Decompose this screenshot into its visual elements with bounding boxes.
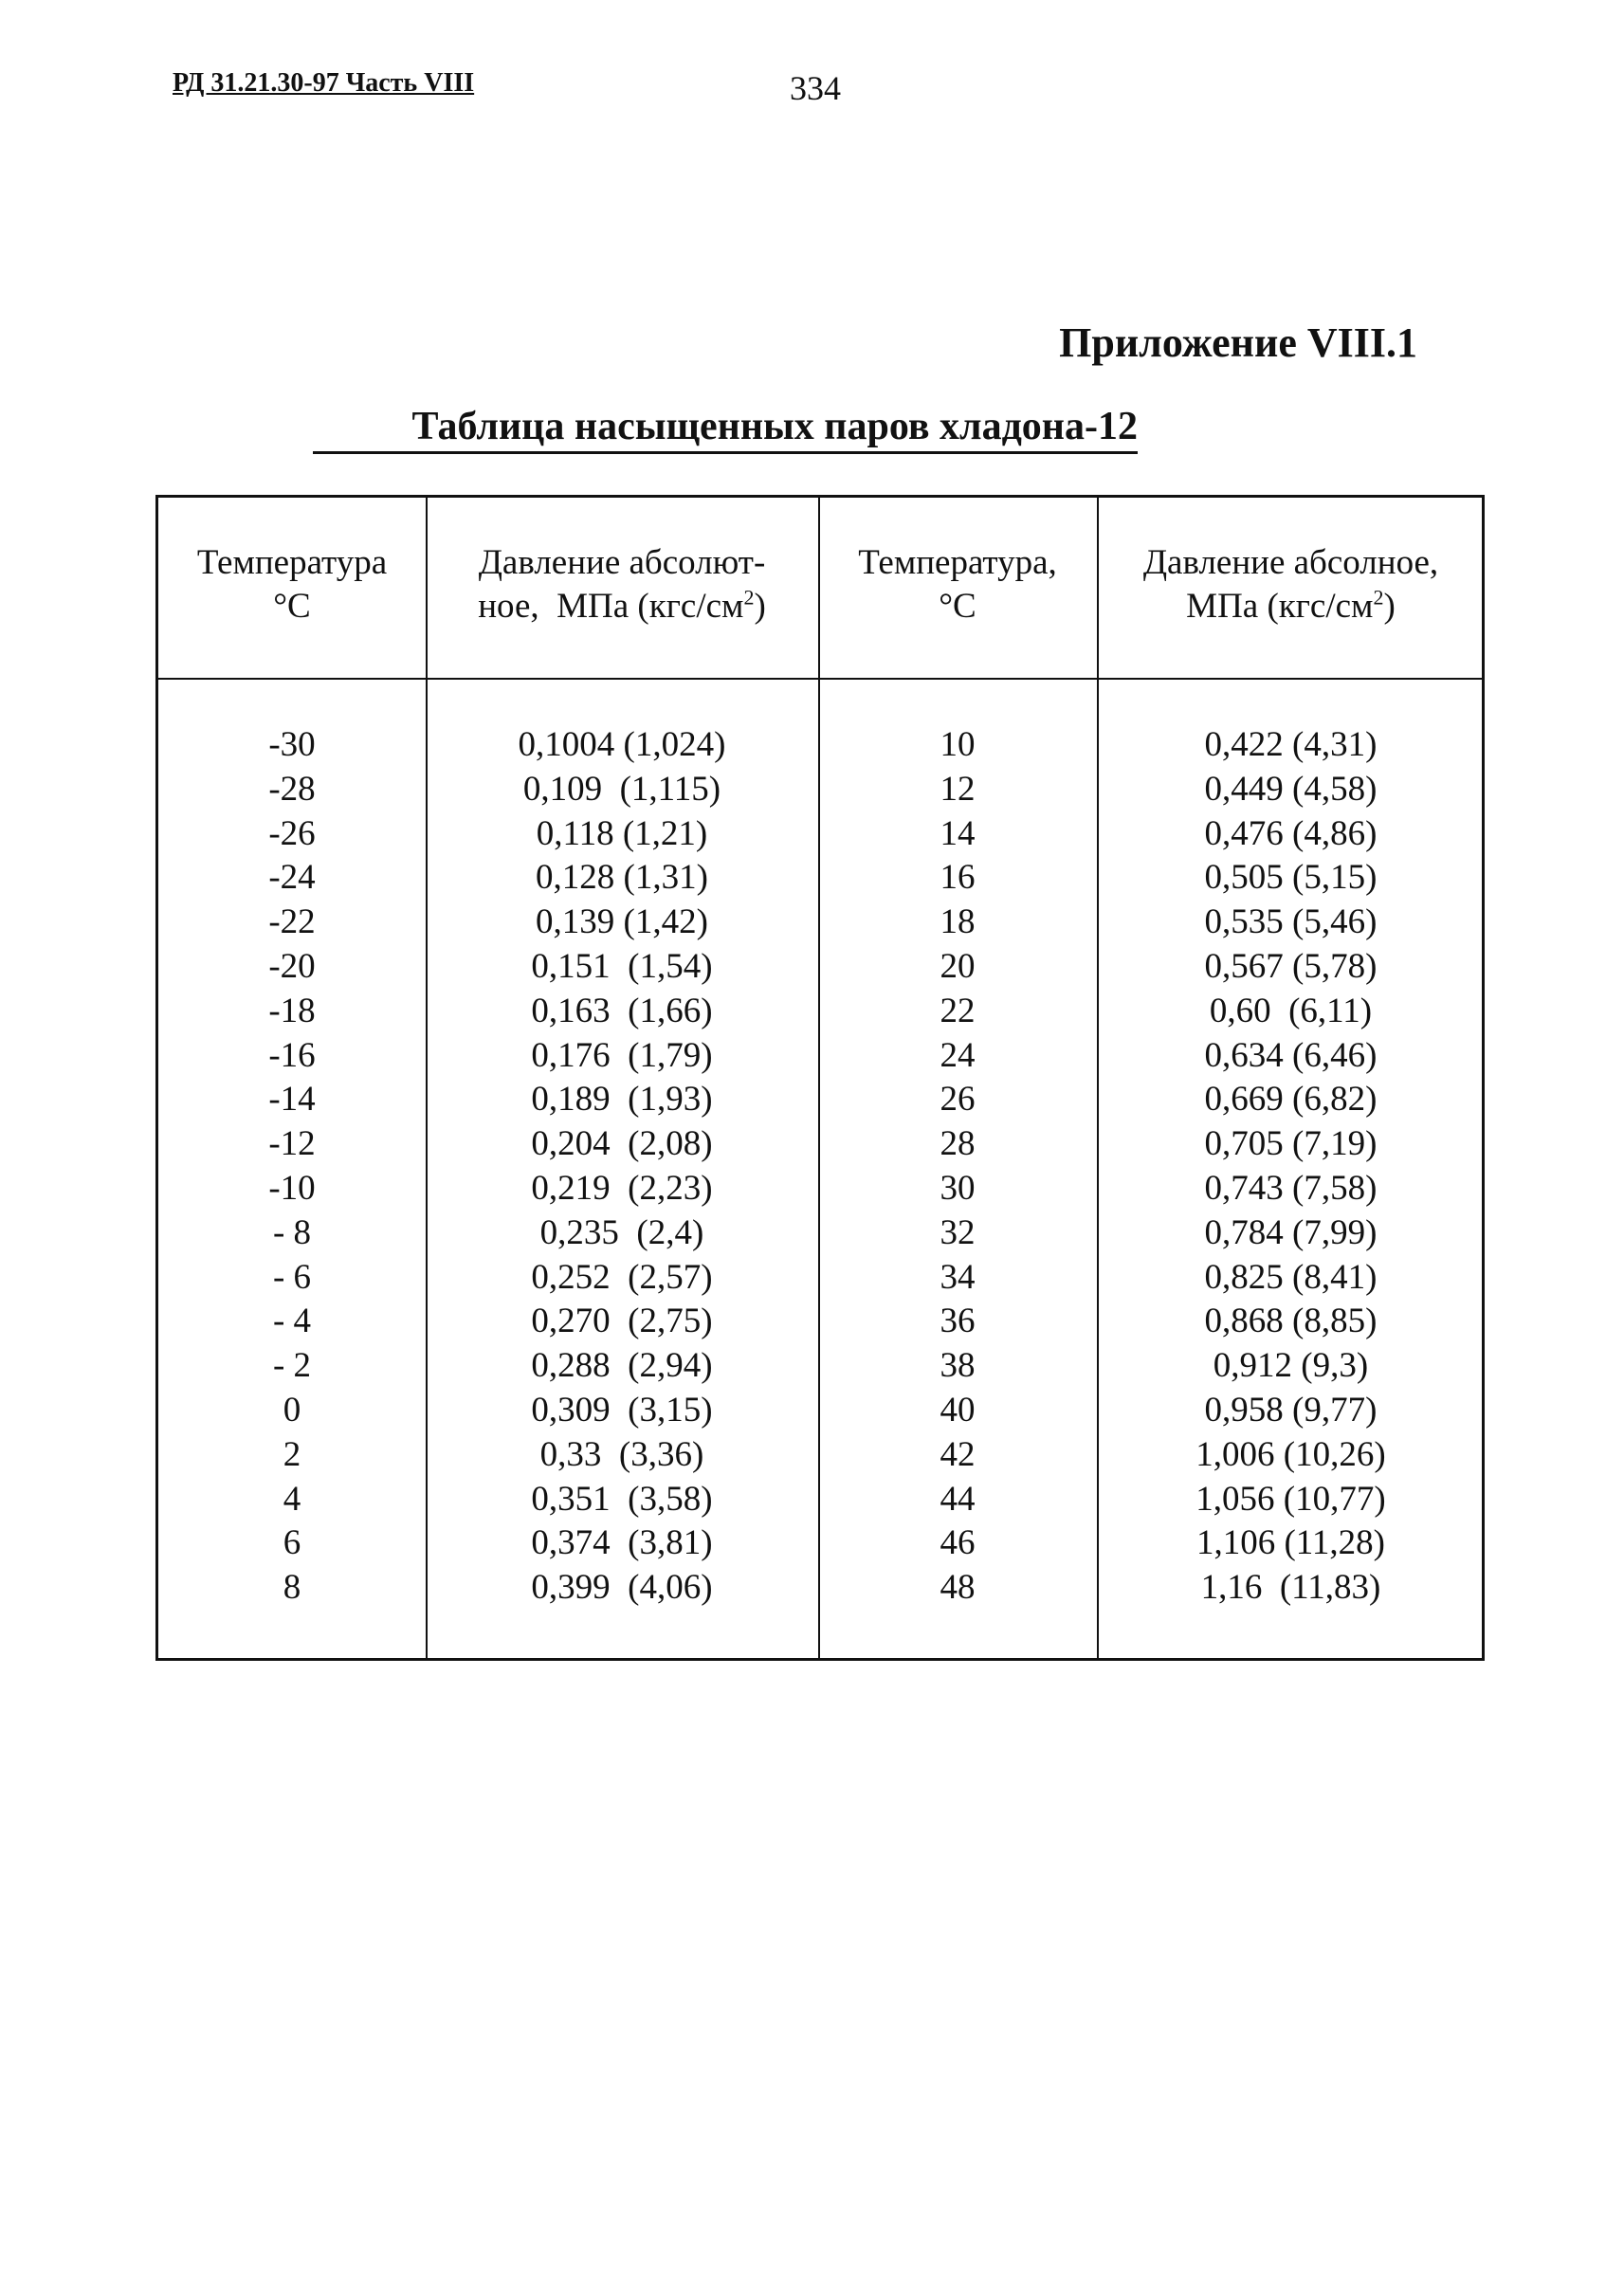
table-cell: 0,163 (1,66) [531,991,713,1030]
table-cell: 1,056 (10,77) [1195,1479,1386,1519]
header-line: Давление абсолное, [1142,543,1439,582]
table-cell: 0,374 (3,81) [531,1523,713,1563]
header-unit: МПа (кгс/см [1186,587,1374,626]
header-line: °С [939,587,976,626]
header-unit: ное, МПа (кгс/см [478,587,744,626]
table-cell: 10 [940,725,976,764]
table-cell: 4 [283,1479,301,1519]
table-cell: 30 [940,1168,976,1208]
table-cell: -30 [268,725,316,764]
table-cell: 0,825 (8,41) [1204,1257,1378,1297]
table-cell: - 4 [272,1302,312,1341]
table-cell: -22 [268,902,316,942]
page-number: 334 [790,69,841,107]
table-cell: 0,958 (9,77) [1204,1390,1378,1430]
appendix-label: Приложение VIII.1 [1059,319,1417,366]
table-cell: 0,109 (1,115) [522,769,721,809]
table-cell: 0,784 (7,99) [1204,1212,1378,1252]
table-cell: 20 [940,946,976,986]
table-cell: 0,743 (7,58) [1204,1168,1378,1208]
table-cell: 0,505 (5,15) [1204,858,1378,898]
document-code: РД 31.21.30-97 Часть VIII [173,68,475,98]
table-cell: 28 [940,1124,976,1164]
table-cell: 0,219 (2,23) [531,1168,713,1208]
table-cell: 0,309 (3,15) [531,1390,713,1430]
table-title: Таблица насыщенных паров хладона-12 [313,404,1138,454]
table-cell: 0,634 (6,46) [1204,1035,1378,1075]
table-cell: 6 [283,1523,301,1563]
table-cell: -18 [268,991,316,1030]
table-cell: 12 [940,769,976,809]
table-cell: - 2 [272,1346,312,1386]
table-cell: -16 [268,1035,316,1075]
table-cell: 0,235 (2,4) [539,1212,704,1252]
table-cell: 46 [940,1523,976,1563]
table-cell: -28 [268,769,316,809]
column-temperature-left [158,723,426,1611]
table-cell: 0,868 (8,85) [1204,1302,1378,1341]
table-cell: 0,535 (5,46) [1204,902,1378,942]
table-cell: 32 [940,1212,976,1252]
header-cell-pressure-right [1097,541,1485,628]
header-tail: ) [1383,587,1396,626]
column-pressure-left [426,723,818,1611]
table-cell: -10 [268,1168,316,1208]
table-cell: 0,139 (1,42) [536,902,708,942]
header-cell-temperature-right [818,541,1097,628]
table-cell: 8 [283,1568,301,1608]
table-cell: 22 [940,991,976,1030]
header-cell-pressure-left [426,541,818,628]
header-line [426,585,818,628]
header-cell-temperature-left [158,541,426,628]
table-cell: 0,128 (1,31) [536,858,708,898]
table-cell: 0,912 (9,3) [1213,1346,1369,1386]
table-cell: 36 [940,1302,976,1341]
table-cell: 0,567 (5,78) [1204,946,1378,986]
table-cell: -14 [268,1080,316,1120]
header-line: Температура, [858,543,1057,582]
table-cell: 0,399 (4,06) [531,1568,713,1608]
table-cell: -24 [268,858,316,898]
table-cell: - 6 [272,1257,312,1297]
table-cell: 0,189 (1,93) [531,1080,713,1120]
table-cell: 0,449 (4,58) [1204,769,1378,809]
table-cell: 14 [940,813,976,853]
header-divider [158,678,1482,680]
table-cell: 0,422 (4,31) [1204,725,1378,764]
table-cell: 1,16 (11,83) [1200,1568,1381,1608]
table-cell: 0,288 (2,94) [531,1346,713,1386]
table-cell: 34 [940,1257,976,1297]
table-cell: -26 [268,813,316,853]
header-line: Давление абсолют- [478,543,766,582]
table-cell: 16 [940,858,976,898]
table-cell: 0,476 (4,86) [1204,813,1378,853]
table-cell: - 8 [272,1212,312,1252]
table-cell: 26 [940,1080,976,1120]
table-cell: 44 [940,1479,976,1519]
saturated-vapor-table [155,495,1485,1661]
table-cell: 0,669 (6,82) [1204,1080,1378,1120]
table-cell: 2 [283,1434,301,1474]
table-cell: 0,118 (1,21) [536,813,708,853]
table-cell: 24 [940,1035,976,1075]
table-cell: 42 [940,1434,976,1474]
table-cell: 38 [940,1346,976,1386]
table-cell: 48 [940,1568,976,1608]
table-cell: 1,106 (11,28) [1195,1523,1386,1563]
table-cell: 0,705 (7,19) [1204,1124,1378,1164]
table-cell: 0,151 (1,54) [531,946,713,986]
table-cell: -20 [268,946,316,986]
table-cell: 0 [283,1390,301,1430]
table-cell: -12 [268,1124,316,1164]
table-cell: 0,252 (2,57) [531,1257,713,1297]
header-tail: ) [754,587,766,626]
column-temperature-right [818,723,1097,1611]
table-cell: 0,33 (3,36) [539,1434,704,1474]
table-cell: 0,351 (3,58) [531,1479,713,1519]
header-line: °С [273,587,311,626]
table-cell: 0,176 (1,79) [531,1035,713,1075]
header-superscript: 2 [743,585,755,610]
table-cell: 40 [940,1390,976,1430]
table-cell: 18 [940,902,976,942]
header-line [1097,585,1485,628]
header-line: Температура [196,543,388,582]
table-cell: 0,1004 (1,024) [518,725,726,764]
header-superscript: 2 [1373,585,1384,610]
table-cell: 0,60 (6,11) [1209,991,1373,1030]
table-cell: 0,270 (2,75) [531,1302,713,1341]
table-cell: 1,006 (10,26) [1195,1434,1386,1474]
column-pressure-right [1097,723,1485,1611]
table-cell: 0,204 (2,08) [531,1124,713,1164]
